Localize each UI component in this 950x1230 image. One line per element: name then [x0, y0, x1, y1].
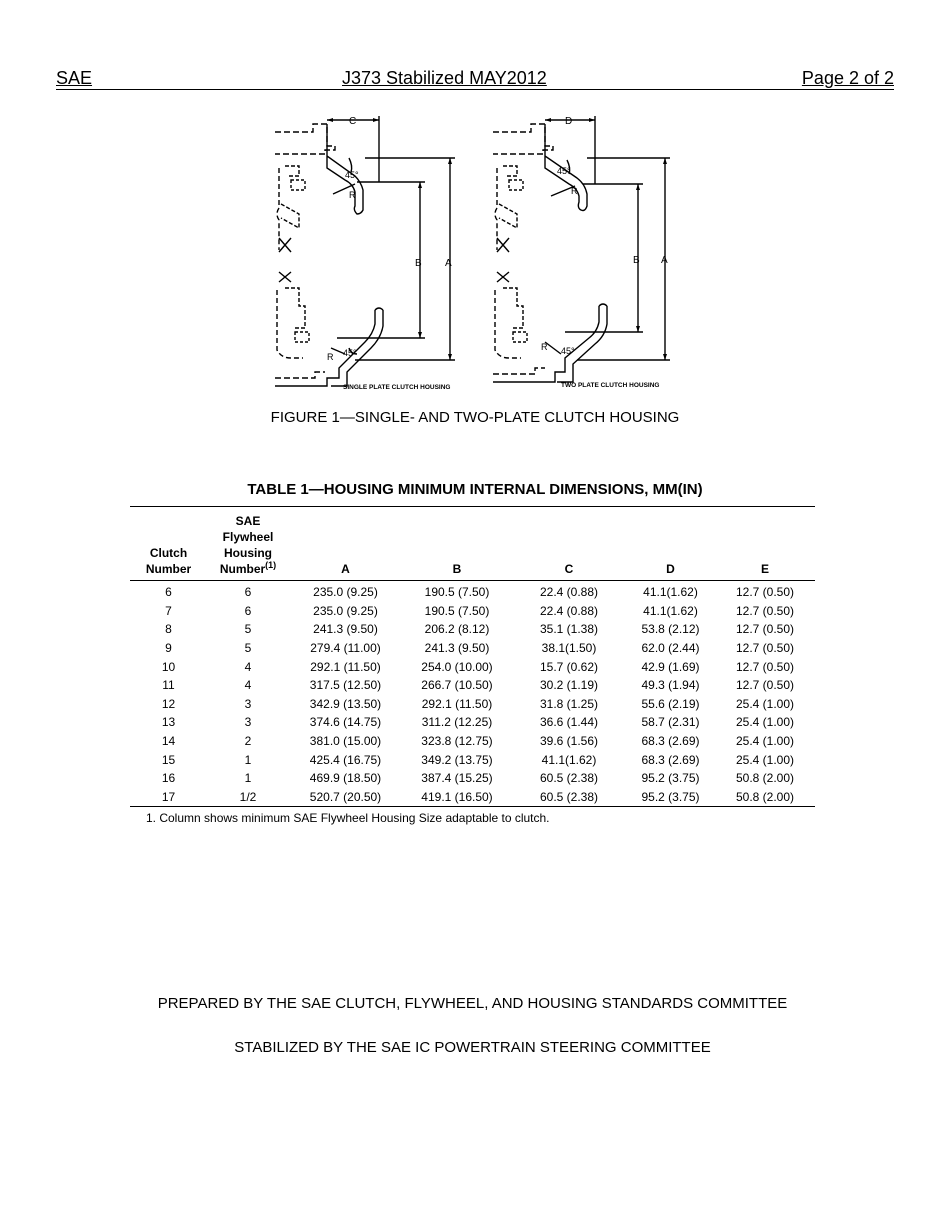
table-footnote: 1. Column shows minimum SAE Flywheel Housing Size adaptable to clutch. — [146, 811, 550, 825]
cell-b: 254.0 (10.00) — [421, 659, 493, 674]
dim-label-c: C — [349, 116, 357, 127]
radius-label-right-top: R — [571, 186, 578, 196]
radius-label-left-top: R — [349, 190, 356, 200]
cell-e: 25.4 (1.00) — [735, 696, 795, 711]
cell-a: 374.6 (14.75) — [309, 715, 382, 730]
footnote-ref: (1) — [265, 560, 277, 570]
header-a: A — [289, 507, 402, 581]
cell-a: 292.1 (11.50) — [310, 659, 381, 674]
cell-sae: 6 — [244, 603, 252, 618]
cell-b: 349.2 (13.75) — [421, 752, 493, 767]
cell-c: 22.4 (0.88) — [539, 585, 599, 600]
stabilized-by-statement: STABILIZED BY THE SAE IC POWERTRAIN STEERING COMMITTEE — [234, 1039, 711, 1056]
cell-d: 49.3 (1.94) — [641, 678, 700, 693]
table-row — [130, 581, 815, 602]
cell-e: 12.7 (0.50) — [735, 585, 795, 600]
cell-b: 266.7 (10.50) — [421, 678, 493, 693]
header-d: D — [626, 507, 715, 581]
angle-label-left-top: 45° — [345, 170, 359, 180]
cell-clutch: 12 — [161, 696, 176, 711]
angle-label-right-top: 45° — [557, 166, 571, 176]
cell-b: 190.5 (7.50) — [424, 585, 490, 600]
cell-d: 53.8 (2.12) — [641, 622, 700, 637]
cell-d: 62.0 (2.44) — [641, 641, 700, 656]
cell-a: 381.0 (15.00) — [309, 734, 382, 749]
table-row — [130, 713, 815, 732]
cell-a: 235.0 (9.25) — [313, 603, 378, 618]
cell-e: 50.8 (2.00) — [735, 771, 795, 786]
cell-b: 323.8 (12.75) — [421, 734, 493, 749]
cell-e: 25.4 (1.00) — [735, 715, 795, 730]
angle-label-right-bottom: 45° — [561, 346, 575, 356]
cell-clutch: 15 — [161, 752, 176, 767]
table-row — [130, 788, 815, 807]
cell-clutch: 16 — [161, 771, 176, 786]
table-row — [130, 657, 815, 676]
cell-e: 12.7 (0.50) — [735, 622, 795, 637]
cell-clutch: 11 — [162, 678, 175, 693]
cell-sae: 1 — [244, 771, 252, 786]
dim-label-d: D — [565, 116, 573, 127]
cell-a: 317.5 (12.50) — [309, 678, 382, 693]
cell-b: 419.1 (16.50) — [402, 788, 512, 807]
table-row — [130, 732, 815, 751]
cell-d: 68.3 (2.69) — [641, 752, 700, 767]
header-c: C — [512, 507, 626, 581]
cell-d: 95.2 (3.75) — [626, 788, 715, 807]
table-row — [130, 695, 815, 714]
cell-d: 42.9 (1.69) — [641, 659, 700, 674]
figure-caption: FIGURE 1—SINGLE- AND TWO-PLATE CLUTCH HOUSING — [270, 409, 680, 426]
cell-sae: 4 — [244, 659, 252, 674]
cell-clutch: 17 — [130, 788, 207, 807]
cell-b: 387.4 (15.25) — [421, 771, 493, 786]
cell-e: 12.7 (0.50) — [735, 659, 795, 674]
header-e: E — [715, 507, 815, 581]
cell-d: 55.6 (2.19) — [641, 696, 700, 711]
cell-a: 520.7 (20.50) — [289, 788, 402, 807]
cell-d: 68.3 (2.69) — [641, 734, 700, 749]
cell-b: 190.5 (7.50) — [424, 603, 490, 618]
cell-sae: 2 — [244, 734, 252, 749]
prepared-by-statement: PREPARED BY THE SAE CLUTCH, FLYWHEEL, AND HOUSING STANDARDS COMMITTEE — [157, 995, 788, 1012]
cell-e: 12.7 (0.50) — [735, 678, 795, 693]
cell-d: 58.7 (2.31) — [641, 715, 700, 730]
cell-c: 31.8 (1.25) — [539, 696, 599, 711]
cell-clutch: 13 — [161, 715, 176, 730]
cell-b: 206.2 (8.12) — [424, 622, 490, 637]
cell-clutch: 7 — [165, 603, 172, 618]
cell-sae: 4 — [244, 678, 252, 693]
header-page-number: Page 2 of 2 — [801, 68, 894, 88]
header-b: B — [402, 507, 512, 581]
header-sae-housing-number: SAE Flywheel Housing Number$^{(1)}$ — [207, 507, 289, 581]
cell-c: 39.6 (1.56) — [539, 734, 599, 749]
cell-sae: 3 — [244, 715, 252, 730]
cell-sae: 5 — [244, 622, 252, 637]
angle-label-left-bottom: 45° — [343, 348, 357, 358]
header-document-id: J373 Stabilized MAY2012 — [342, 68, 547, 88]
cell-c: 41.1(1.62) — [541, 752, 597, 767]
dim-label-a-left: A — [445, 258, 452, 269]
cell-c: 60.5 (2.38) — [512, 788, 626, 807]
table-body — [130, 581, 815, 807]
cell-d: 41.1(1.62) — [643, 585, 698, 600]
cell-c: 30.2 (1.19) — [539, 678, 599, 693]
table-row — [130, 750, 815, 769]
table-header-row — [130, 507, 815, 581]
cell-c: 15.7 (0.62) — [539, 659, 599, 674]
cell-e: 12.7 (0.50) — [735, 641, 795, 656]
cell-e: 12.7 (0.50) — [735, 603, 795, 618]
cell-clutch: 14 — [161, 734, 176, 749]
cell-c: 60.5 (2.38) — [539, 771, 599, 786]
cell-a: 235.0 (9.25) — [313, 585, 378, 600]
cell-a: 241.3 (9.50) — [313, 622, 378, 637]
cell-clutch: 6 — [165, 585, 172, 600]
cell-clutch: 8 — [165, 622, 172, 637]
radius-label-right-bottom: R — [541, 342, 548, 352]
cell-clutch: 10 — [161, 659, 176, 674]
cell-c: 38.1(1.50) — [541, 641, 597, 656]
clutch-housing-figure — [265, 110, 685, 395]
single-plate-label: SINGLE PLATE CLUTCH HOUSING — [343, 384, 451, 391]
cell-clutch: 9 — [165, 641, 172, 656]
dim-label-b-right: B — [633, 255, 640, 266]
table-row — [130, 620, 815, 639]
cell-a: 469.9 (18.50) — [309, 771, 382, 786]
cell-b: 241.3 (9.50) — [424, 641, 490, 656]
cell-sae: 3 — [244, 696, 252, 711]
cell-c: 36.6 (1.44) — [539, 715, 599, 730]
table-row — [130, 639, 815, 658]
cell-e: 50.8 (2.00) — [715, 788, 815, 807]
cell-c: 22.4 (0.88) — [539, 603, 599, 618]
dimensions-table — [130, 506, 815, 807]
cell-b: 311.2 (12.25) — [421, 715, 493, 730]
cell-d: 95.2 (3.75) — [641, 771, 700, 786]
cell-d: 41.1(1.62) — [643, 603, 698, 618]
cell-c: 35.1 (1.38) — [539, 622, 599, 637]
radius-label-left-bottom: R — [327, 352, 334, 362]
cell-sae: 1 — [244, 752, 252, 767]
cell-a: 342.9 (13.50) — [309, 696, 382, 711]
cell-sae: 5 — [244, 641, 252, 656]
cell-a: 425.4 (16.75) — [309, 752, 382, 767]
header-clutch-number: Clutch Number — [130, 507, 207, 581]
dim-label-a-right: A — [661, 255, 668, 266]
cell-a: 279.4 (11.00) — [310, 641, 381, 656]
table-row — [130, 769, 815, 788]
page-header — [56, 67, 894, 90]
cell-b: 292.1 (11.50) — [421, 696, 493, 711]
cell-sae: 1/2 — [207, 788, 289, 807]
header-organization: SAE — [56, 68, 93, 88]
cell-sae: 6 — [244, 585, 252, 600]
table-row — [130, 602, 815, 621]
two-plate-label: TWO PLATE CLUTCH HOUSING — [561, 382, 660, 389]
cell-e: 25.4 (1.00) — [735, 752, 795, 767]
dim-label-b-left: B — [415, 258, 422, 269]
cell-e: 25.4 (1.00) — [735, 734, 795, 749]
table-title: TABLE 1—HOUSING MINIMUM INTERNAL DIMENSIONS, MM(IN) — [247, 481, 703, 498]
table-row — [130, 676, 815, 695]
